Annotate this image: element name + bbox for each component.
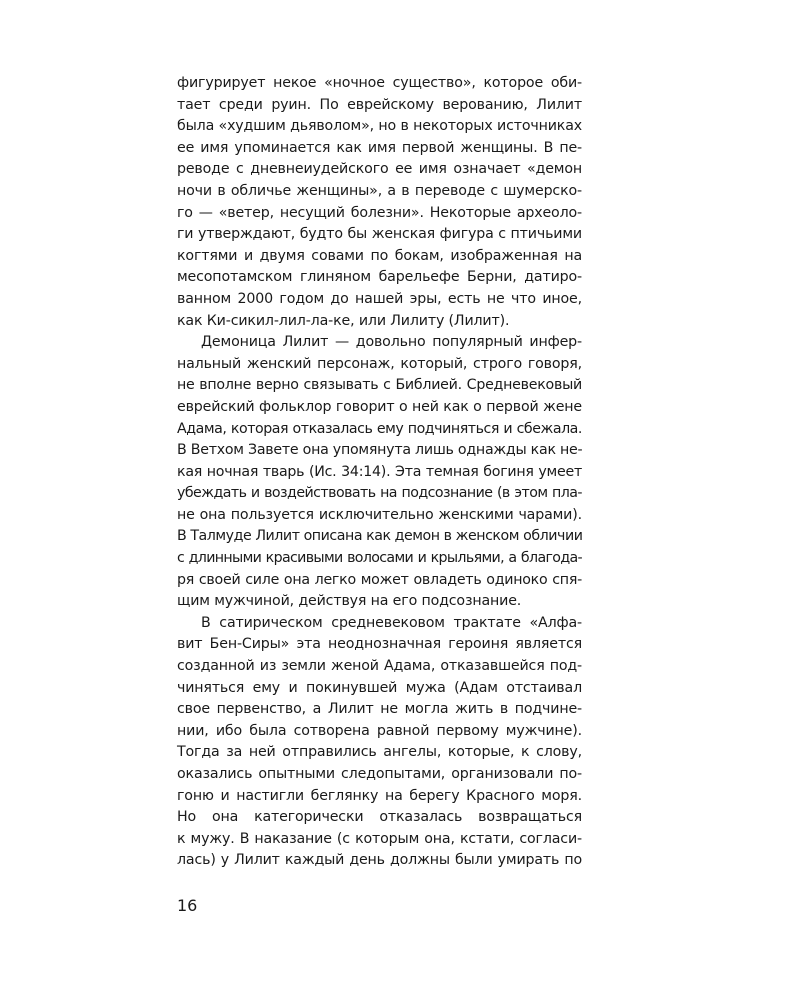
text-line: нальный женский персонаж, который, строго говоря, <box>177 355 582 372</box>
text-line: щим мужчиной, действуя на его подсознание. <box>177 593 522 610</box>
text-line: вит Бен-Сиры» эта неоднозначная героиня является <box>177 636 582 653</box>
text-line: свое первенство, а Лилит не могла жить в подчине- <box>177 701 582 718</box>
text-line: В сатирическом средневековом трактате «Алфа- <box>201 614 582 631</box>
text-line: нии, ибо была сотворена равной первому мужчине). <box>177 722 582 739</box>
text-line: когтями и двумя совами по бокам, изображенная на <box>177 247 582 264</box>
text-line: ванном 2000 годом до нашей эры, есть не что иное, <box>177 290 582 307</box>
text-line: к мужу. В наказание (с которым она, кстати, согласи- <box>177 830 582 847</box>
text-line: Но она категорически отказалась возвращаться <box>177 809 582 826</box>
page-body <box>177 73 582 872</box>
text-line: ря своей силе она легко может овладеть одиноко спя- <box>177 571 582 588</box>
text-line: лась) у Лилит каждый день должны были умирать по <box>177 852 582 869</box>
text-line: месопотамском глиняном барельефе Берни, датиро- <box>177 269 582 286</box>
text-line: Тогда за ней отправились ангелы, которые, к слову, <box>177 744 582 761</box>
text-line: не она пользуется исключительно женскими чарами). <box>177 506 582 523</box>
text-line: гоню и настигли беглянку на берегу Красного моря. <box>177 787 582 804</box>
text-line: тает среди руин. По еврейскому верованию, Лилит <box>177 96 582 113</box>
text-line: созданной из земли женой Адама, отказавшейся под- <box>177 658 582 675</box>
text-line: реводе с дневнеиудейского ее имя означает «демон <box>177 161 582 178</box>
text-line: кая ночная тварь (Ис. 34:14). Эта темная богиня умеет <box>177 463 582 480</box>
text-line: не вполне верно связывать с Библией. Средневековый <box>177 377 582 394</box>
text-line: ее имя упоминается как имя первой женщины. В пе- <box>177 139 582 156</box>
text-line: В Талмуде Лилит описана как демон в женском обличии <box>177 528 583 545</box>
text-line: как Ки-сикил-лил-ла-ке, или Лилиту (Лилит). <box>177 312 510 329</box>
text-line: была «худшим дьяволом», но в некоторых источниках <box>177 118 582 135</box>
text-line: убеждать и воздействовать на подсознание (в этом пла- <box>177 485 582 502</box>
text-line: В Ветхом Завете она упомянута лишь однажды как не- <box>177 442 583 459</box>
text-line: еврейский фольклор говорит о ней как о первой жене <box>177 398 582 415</box>
text-line: го — «ветер, несущий болезни». Некоторые археоло- <box>177 204 582 221</box>
text-line: Адама, которая отказалась ему подчиняться и сбежала. <box>177 420 582 437</box>
text-line: Демоница Лилит — довольно популярный инфер- <box>201 334 582 351</box>
text-line: оказались опытными следопытами, организовали по- <box>177 766 582 782</box>
text-line: ги утверждают, будто бы женская фигура с птичьими <box>177 226 582 243</box>
text-line: чиняться ему и покинувшей мужа (Адам отстаивал <box>177 679 582 696</box>
text-line: фигурирует некое «ночное существо», которое оби- <box>177 75 582 91</box>
page-number: 16 <box>177 896 198 915</box>
text-line: ночи в обличье женщины», а в переводе с шумерско- <box>177 182 582 199</box>
text-line: с длинными красивыми волосами и крыльями, а благода- <box>177 550 582 567</box>
